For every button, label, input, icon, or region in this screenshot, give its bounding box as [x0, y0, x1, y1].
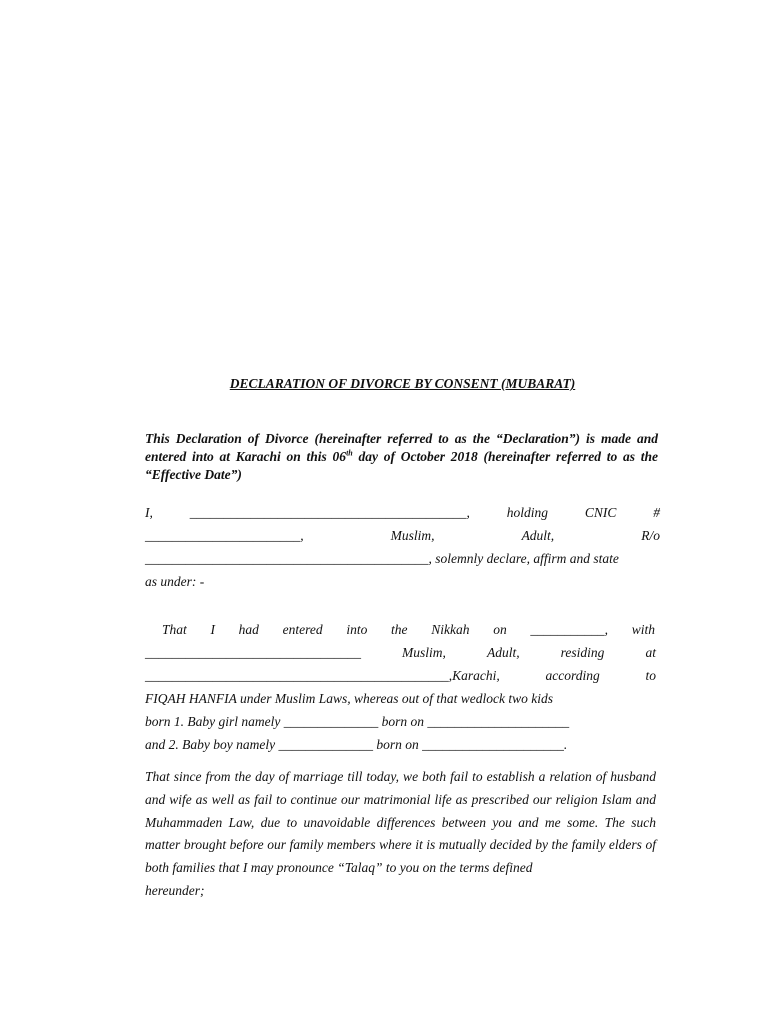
nikkah-line-3 — [145, 664, 656, 687]
nikkah-word: to — [645, 668, 656, 683]
nikkah-word: had — [238, 622, 259, 637]
spouse-name-blank: ________________________________ — [145, 645, 361, 660]
declarant-line-3: __________________________________________, solemnly declare, affirm and state — [145, 551, 619, 566]
declarant-word: R/o — [641, 528, 660, 543]
reason-paragraph-last-line: hereunder; — [145, 882, 205, 898]
intro-ordinal-suffix: th — [346, 448, 353, 458]
declarant-line-1 — [145, 501, 660, 524]
nikkah-word: That — [162, 622, 187, 637]
nikkah-line-5: born 1. Baby girl namely ______________ born on _____________________ — [145, 714, 570, 729]
nikkah-word: the — [391, 622, 408, 637]
declarant-word: CNIC — [584, 505, 617, 520]
nikkah-line-1 — [162, 618, 655, 641]
document-title: DECLARATION OF DIVORCE BY CONSENT (MUBARAT) — [229, 376, 576, 391]
spouse-address-blank: _____________________________________________,Karachi, — [145, 668, 500, 683]
nikkah-word: on — [493, 622, 507, 637]
nikkah-date-blank: ___________, — [530, 622, 609, 637]
nikkah-line-6: and 2. Baby boy namely ______________ born on _____________________. — [145, 737, 568, 752]
nikkah-line-4: FIQAH HANFIA under Muslim Laws, whereas out of that wedlock two kids — [145, 691, 553, 706]
declarant-word: I, — [145, 505, 153, 520]
declarant-cnic-blank: _______________________, — [145, 528, 304, 543]
declarant-line-4: as under: - — [145, 574, 205, 589]
declarant-word: holding — [506, 505, 548, 520]
declarant-word: # — [653, 505, 660, 520]
nikkah-word: according — [545, 668, 600, 683]
intro-paragraph — [145, 430, 658, 484]
nikkah-word: with — [631, 622, 655, 637]
nikkah-line-2 — [145, 641, 656, 664]
nikkah-word: into — [346, 622, 368, 637]
declarant-name-blank: _________________________________________, — [189, 505, 470, 520]
intro-text-part1: This Declaration of Divorce (hereinafter referred to as the “Declaration”) is made and entered into at Karachi on this 06 — [145, 431, 658, 464]
reason-paragraph — [145, 766, 656, 903]
nikkah-word: I — [210, 622, 215, 637]
nikkah-word: residing — [560, 645, 605, 660]
intro-text-part2: day of October 2018 (hereinafter referred to as the “Effective Date”) — [145, 449, 658, 482]
nikkah-word: Muslim, — [402, 645, 446, 660]
nikkah-word: Nikkah — [431, 622, 470, 637]
reason-paragraph-body: That since from the day of marriage till today, we both fail to establish a relation of husband and wife as well as fail to continue our matrimonial life as prescribed our religion Islam and Muhammaden Law, due to unavoidable differences between you and me some. The such matter brought before our family members where it is mutually decided by the family elders of both families that I may pronounce “Talaq” to you on the terms defined — [145, 769, 656, 876]
nikkah-word: entered — [282, 622, 323, 637]
declarant-line-2 — [145, 524, 660, 547]
declarant-word: Adult, — [521, 528, 555, 543]
nikkah-word: at — [645, 645, 656, 660]
declarant-word: Muslim, — [390, 528, 435, 543]
nikkah-word: Adult, — [486, 645, 520, 660]
